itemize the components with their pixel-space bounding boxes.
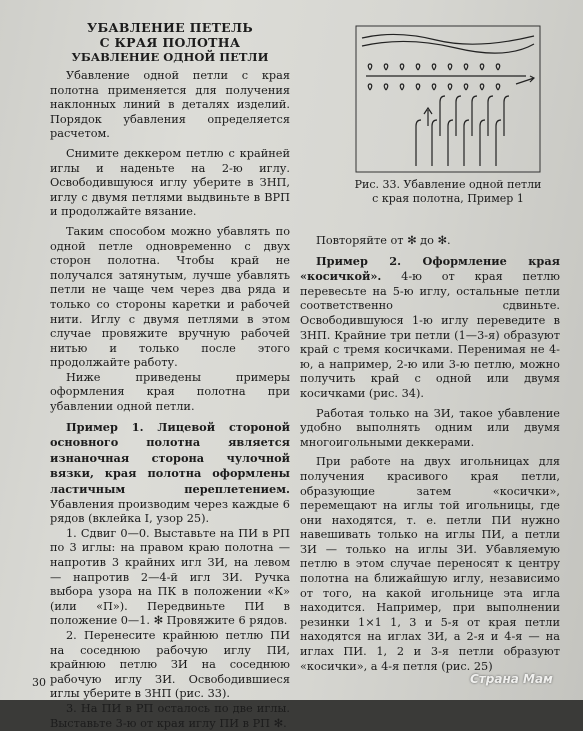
figure-33 (356, 26, 540, 172)
example-heading: Пример 1. Лицевой стороной основного полотна является изнаночная сторона чулочной вязки, края полотна оформлены ластичным переплетением. (50, 419, 290, 497)
paragraph: Повторяйте от ✻ до ✻. (316, 234, 451, 247)
paragraph: При работе на двух игольницах для получения красивого края петли, образующие затем «косички», перемещают на иглы той игольницы, где они находятся, т. е. петли ПИ нужно навешивать только на иглы ПИ, а петли ЗИ — только на иглы ЗИ. Убавляемую петлю в этом случае переносят к центру полотна на ближайшую иглу, независимо от того, на какой игольнице эта игла находится. Например, при выполнении резинки 1×1 1, 3 и 5-я от края петли находятся на иглах ЗИ, а 2-я и 4-я — на иглах ПИ. 1, 2 и 3-я петли образуют «косички», а 4-я петля (рис. 25) (300, 455, 560, 673)
example-heading: Пример 2. Оформление края «косичкой». (300, 253, 560, 284)
step-paragraph: 2. Перенесите крайнюю петлю ПИ на соседнюю рабочую иглу ПИ, крайнюю петлю ЗИ на соседнюю рабочую иглу ЗИ. Освободившиеся иглы уберите в ЗНП (рис. 33). (50, 628, 290, 701)
left-column (50, 20, 290, 731)
right-column (300, 234, 560, 674)
paragraph: Таким способом можно убавлять по одной петле одновременно с двух сторон полотна. Чтобы край не получался затянутым, лучше убавлять петли не чаще чем через два ряда и только со стороны каретки и рабочей нити. Иглу с двумя петлями в этом случае провяжите вручную рабочей нитью и только после этого продолжайте работу. (50, 224, 290, 370)
example-paragraph (50, 420, 290, 527)
figure-caption: Рис. 33. Убавление одной петли с края полотна, Пример 1 (354, 178, 542, 205)
example-text: 4-ю от края петлю перевесьте на 5-ю иглу, остальные петли соответственно сдвиньте. Освободившуюся 1-ю иглу переведите в ЗНП. Крайние три петли (1—3-я) образуют край с тремя косичками. Перенимая не 4-ю, а например, 2-ю или 3-ю петлю, можно получить край с одной или двумя косичками (рис. 34). (300, 270, 560, 400)
subsection-title: УБАВЛЕНИЕ ОДНОЙ ПЕТЛИ (71, 50, 269, 64)
watermark: Страна Мам (470, 672, 553, 686)
paragraph: Работая только на ЗИ, такое убавление удобно выполнять одним или двумя многоигольными деккерами. (300, 406, 560, 449)
section-title-line2: С КРАЯ ПОЛОТНА (99, 35, 241, 50)
paragraph: Снимите деккером петлю с крайней иглы и наденьте на 2-ю иглу. Освободившуюся иглу уберите в ЗНП, иглу с двумя петлями выдвиньте в ВРП и продолжайте вязание. (50, 146, 290, 219)
paragraph: Ниже приведены примеры оформления края полотна при убавлении одной петли. (50, 370, 290, 414)
step-paragraph: 3. На ПИ в РП осталось по две иглы. Выставьте 3-ю от края иглу ПИ в РП ✻. (50, 701, 290, 730)
step-paragraph: 1. Сдвиг 0—0. Выставьте на ПИ в РП по 3 иглы: на правом краю полотна — напротив 3 крайних игл ЗИ, на левом — напротив 2—4-й игл ЗИ. Ручка выбора узора на ПК в положении «К» (или «П»). Передвиньте ПИ в положение 0—1. ✻ Провяжите 6 рядов. (50, 526, 290, 628)
example-text: Убавления производим через каждые 6 рядов (вклейка I, узор 25). (50, 497, 290, 526)
section-title-line1: УБАВЛЕНИЕ ПЕТЕЛЬ (87, 20, 253, 35)
paragraph: Убавление одной петли с края полотна применяется для получения наклонных линий в деталях изделий. Порядок убавления определяется расчетом. (50, 69, 290, 141)
knitting-needles-diagram-icon (356, 26, 540, 172)
example-paragraph (300, 254, 560, 402)
page-number: 30 (32, 676, 46, 689)
